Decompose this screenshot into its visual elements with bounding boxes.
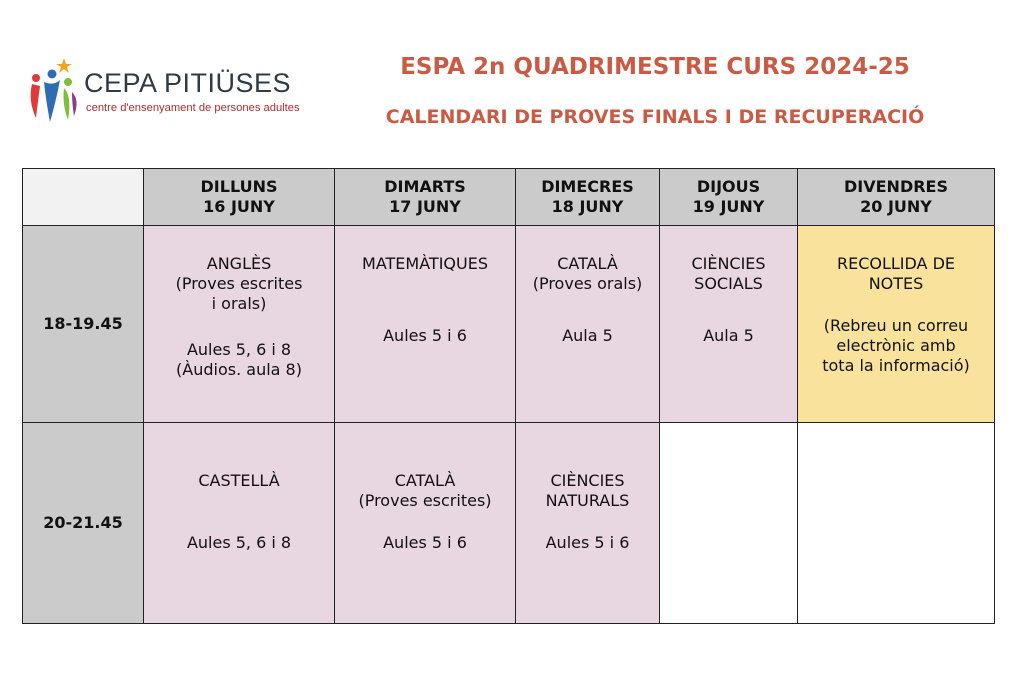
day-name: DIMARTS [384,177,466,196]
subject [144,254,334,314]
time-slot: 18-19.45 [23,226,144,423]
subject-line: CATALÀ [394,471,456,490]
day-date: 20 JUNY [860,197,932,216]
day-header-wednesday [516,169,660,226]
day-date: 19 JUNY [692,197,765,216]
room: Aula 5 [703,326,754,345]
subject [516,471,659,511]
day-date: 18 JUNY [551,197,624,216]
subject-line: SOCIALS [694,274,763,293]
table-row [23,226,995,423]
schedule-table [22,168,995,624]
subject: CASTELLÀ [198,471,280,490]
page-subtitle: CALENDARI DE PROVES FINALS I DE RECUPERACIÓ [385,106,925,128]
logo [26,50,300,130]
day-name: DILLUNS [200,177,278,196]
subject-line: CIÈNCIES [691,254,766,273]
room-line: (Àudios. aula 8) [176,360,302,379]
note-line: electrònic amb [836,336,956,355]
subject [335,471,515,511]
day-name: DIMECRES [541,177,634,196]
day-date: 16 JUNY [203,197,275,216]
corner-cell [23,169,144,226]
day-name: DIVENDRES [844,177,948,196]
room: Aules 5, 6 i 8 [186,533,292,552]
exam-cell-monday-1 [144,226,335,423]
note-line: (Rebreu un correu [823,316,969,335]
room: Aules 5 i 6 [383,533,467,552]
day-name: DIJOUS [696,177,761,196]
subject-line: i orals) [211,294,267,313]
subject-line: NOTES [868,274,924,293]
logo-figures-icon [26,56,82,126]
day-header-tuesday [335,169,516,226]
exam-cell-thursday-1 [660,226,798,423]
empty-cell [798,423,995,624]
subject [516,254,659,294]
subject-line: CATALÀ [557,254,618,273]
room: Aula 5 [562,326,613,345]
time-slot: 20-21.45 [23,423,144,624]
exam-cell-tuesday-2 [335,423,516,624]
subject [660,254,797,294]
room: Aules 5 i 6 [545,533,630,552]
day-header-friday [798,169,995,226]
exam-cell-wednesday-2 [516,423,660,624]
subject-line: (Proves escrites [175,274,303,293]
exam-cell-monday-2 [144,423,335,624]
subject [798,254,994,294]
exam-cell-wednesday-1 [516,226,660,423]
exam-cell-tuesday-1 [335,226,516,423]
room: Aules 5 i 6 [383,326,467,345]
subject-line: RECOLLIDA DE [836,254,956,273]
subject-line: ANGLÈS [206,254,272,273]
subject-line: (Proves orals) [532,274,643,293]
room-line: Aules 5, 6 i 8 [186,340,292,359]
day-header-monday [144,169,335,226]
page-title: ESPA 2n QUADRIMESTRE CURS 2024-25 [400,54,910,80]
grades-pickup-cell [798,226,995,423]
logo-subtitle: centre d'ensenyament de persones adultes [86,102,300,114]
empty-cell [660,423,798,624]
note [798,316,994,376]
table-row [23,423,995,624]
subject-line: CIÈNCIES [550,471,625,490]
day-header-thursday [660,169,798,226]
logo-name: CEPA PITIÜSES [84,68,292,98]
subject-line: (Proves escrites) [358,491,492,510]
note-line: tota la informació) [822,356,970,375]
subject-line: NATURALS [545,491,630,510]
room [144,340,334,380]
header-row [23,169,995,226]
day-date: 17 JUNY [389,197,461,216]
subject: MATEMÀTIQUES [362,254,488,273]
